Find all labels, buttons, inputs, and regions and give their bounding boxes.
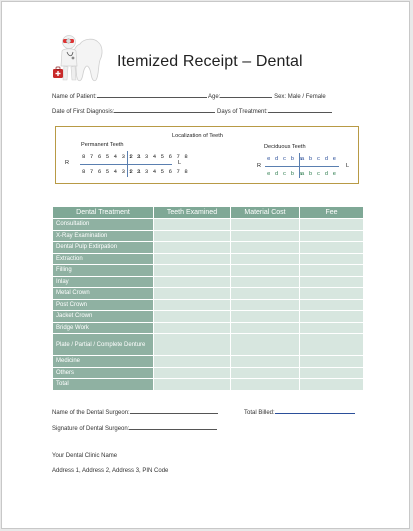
table-row	[53, 242, 363, 254]
treatment-table	[52, 207, 364, 391]
surgeon-name-label: Name of the Dental Surgeon:	[52, 410, 130, 416]
treatment-label: Others	[53, 368, 153, 380]
treatment-label: Consultation	[53, 219, 153, 231]
table-row	[53, 265, 363, 277]
teeth-examined-cell[interactable]	[154, 300, 230, 312]
table-row	[53, 311, 363, 323]
material-cost-cell[interactable]	[231, 379, 299, 391]
material-cost-cell[interactable]	[231, 288, 299, 300]
permanent-right-marker: R	[65, 160, 70, 166]
treatment-label: Medicine	[53, 356, 153, 368]
teeth-examined-cell[interactable]	[154, 231, 230, 243]
fee-cell[interactable]	[300, 334, 363, 356]
permanent-upper-right-teeth: 8 7 6 5 4 3 2 1	[82, 153, 142, 160]
total-billed-label: Total Billed:	[244, 410, 275, 416]
column-header: Teeth Examined	[154, 207, 230, 219]
treatment-label: Extraction	[53, 254, 153, 266]
table-row	[53, 334, 363, 356]
total-billed-row	[244, 407, 355, 416]
total-billed-field[interactable]	[275, 407, 355, 414]
fee-cell[interactable]	[300, 242, 363, 254]
permanent-upper-left-teeth: 1 2 3 4 5 6 7 8	[129, 153, 189, 160]
deciduous-upper-right-teeth: e d c b a	[267, 155, 303, 162]
treatment-label: Metal Crown	[53, 288, 153, 300]
fee-cell[interactable]	[300, 265, 363, 277]
patient-row	[52, 91, 326, 100]
teeth-examined-cell[interactable]	[154, 334, 230, 356]
page-title: Itemized Receipt – Dental	[117, 53, 303, 70]
deciduous-vertical-divider	[299, 153, 300, 178]
teeth-examined-cell[interactable]	[154, 379, 230, 391]
material-cost-cell[interactable]	[231, 277, 299, 289]
treatment-label: Post Crown	[53, 300, 153, 312]
signature-row	[52, 423, 217, 432]
fee-cell[interactable]	[300, 311, 363, 323]
material-cost-cell[interactable]	[231, 254, 299, 266]
fee-cell[interactable]	[300, 300, 363, 312]
patient-name-field[interactable]	[97, 91, 207, 98]
material-cost-cell[interactable]	[231, 334, 299, 356]
material-cost-cell[interactable]	[231, 242, 299, 254]
material-cost-cell[interactable]	[231, 368, 299, 380]
material-cost-cell[interactable]	[231, 265, 299, 277]
teeth-examined-cell[interactable]	[154, 323, 230, 335]
receipt-page	[1, 1, 410, 529]
permanent-left-marker: L	[178, 160, 182, 166]
table-row	[53, 300, 363, 312]
table-row	[53, 254, 363, 266]
treatment-label: Plate / Partial / Complete Denture	[53, 334, 153, 356]
fee-cell[interactable]	[300, 288, 363, 300]
fee-cell[interactable]	[300, 219, 363, 231]
teeth-examined-cell[interactable]	[154, 368, 230, 380]
age-field[interactable]	[220, 91, 272, 98]
treatment-label: Inlay	[53, 277, 153, 289]
table-header-row	[53, 207, 363, 219]
treatment-label: X-Ray Examination	[53, 231, 153, 243]
material-cost-cell[interactable]	[231, 231, 299, 243]
deciduous-right-marker: R	[257, 163, 262, 169]
table-row	[53, 277, 363, 289]
treatment-label: Bridge Work	[53, 323, 153, 335]
permanent-horizontal-divider	[80, 164, 172, 165]
deciduous-lower-left-teeth: a b c d e	[301, 170, 337, 177]
deciduous-left-marker: L	[346, 163, 350, 169]
dentist-tooth-icon	[50, 30, 106, 84]
surgeon-name-row	[52, 407, 218, 416]
column-header: Dental Treatment	[53, 207, 153, 219]
teeth-examined-cell[interactable]	[154, 219, 230, 231]
teeth-examined-cell[interactable]	[154, 242, 230, 254]
fee-cell[interactable]	[300, 323, 363, 335]
deciduous-upper-left-teeth: a b c d e	[301, 155, 337, 162]
patient-name-label: Name of Patient:	[52, 94, 97, 100]
treatment-label: Total	[53, 379, 153, 391]
clinic-address: Address 1, Address 2, Address 3, PIN Code	[52, 468, 169, 474]
age-label: Age:	[208, 94, 221, 100]
permanent-teeth-label: Permanent Teeth	[81, 142, 124, 148]
permanent-vertical-divider	[127, 151, 128, 177]
table-row	[53, 356, 363, 368]
column-header: Fee	[300, 207, 363, 219]
teeth-examined-cell[interactable]	[154, 288, 230, 300]
table-row	[53, 288, 363, 300]
fee-cell[interactable]	[300, 356, 363, 368]
signature-label: Signature of Dental Surgeon:	[52, 426, 130, 432]
surgeon-name-field[interactable]	[130, 407, 218, 414]
treatment-label: Dental Pulp Extirpation	[53, 242, 153, 254]
fee-cell[interactable]	[300, 379, 363, 391]
diagnosis-row	[52, 106, 332, 115]
teeth-examined-cell[interactable]	[154, 277, 230, 289]
teeth-examined-cell[interactable]	[154, 311, 230, 323]
teeth-localization-box	[55, 126, 359, 184]
teeth-examined-cell[interactable]	[154, 356, 230, 368]
table-row	[53, 368, 363, 380]
fee-cell[interactable]	[300, 368, 363, 380]
treatment-days-label: Days of Treatment:	[217, 109, 268, 115]
diagnosis-date-label: Date of First Diagnosis:	[52, 109, 115, 115]
table-row	[53, 231, 363, 243]
table-row	[53, 379, 363, 391]
table-row	[53, 323, 363, 335]
teeth-examined-cell[interactable]	[154, 254, 230, 266]
deciduous-teeth-label: Deciduous Teeth	[264, 144, 306, 150]
material-cost-cell[interactable]	[231, 219, 299, 231]
clinic-name: Your Dental Clinic Name	[52, 453, 118, 459]
signature-field[interactable]	[129, 423, 217, 430]
material-cost-cell[interactable]	[231, 356, 299, 368]
permanent-lower-right-teeth: 8 7 6 5 4 3 2 1	[82, 168, 142, 175]
permanent-lower-left-teeth: 1 2 3 4 5 6 7 8	[129, 168, 189, 175]
deciduous-horizontal-divider	[265, 166, 339, 167]
treatment-days-field[interactable]	[268, 106, 332, 113]
teeth-heading: Localization of Teeth	[172, 133, 223, 139]
material-cost-cell[interactable]	[231, 300, 299, 312]
sex-label: Sex: Male / Female	[274, 94, 326, 100]
material-cost-cell[interactable]	[231, 323, 299, 335]
treatment-label: Filling	[53, 265, 153, 277]
column-header: Material Cost	[231, 207, 299, 219]
treatment-label: Jacket Crown	[53, 311, 153, 323]
deciduous-lower-right-teeth: e d c b a	[267, 170, 303, 177]
material-cost-cell[interactable]	[231, 311, 299, 323]
diagnosis-date-field[interactable]	[114, 106, 215, 113]
table-row	[53, 219, 363, 231]
fee-cell[interactable]	[300, 254, 363, 266]
teeth-examined-cell[interactable]	[154, 265, 230, 277]
fee-cell[interactable]	[300, 231, 363, 243]
fee-cell[interactable]	[300, 277, 363, 289]
